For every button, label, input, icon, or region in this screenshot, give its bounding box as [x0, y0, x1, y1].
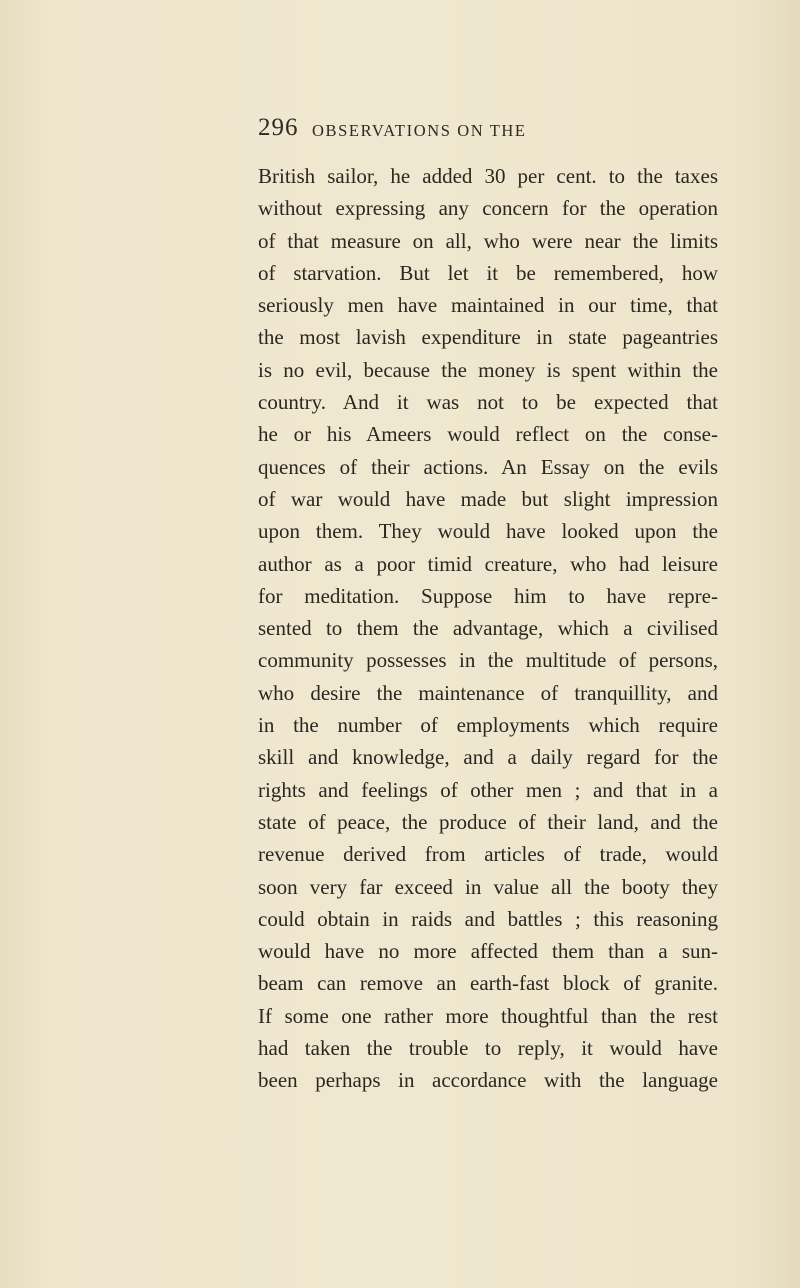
page-number: 296	[258, 114, 299, 141]
text-line: had taken the trouble to reply, it would have	[258, 1036, 718, 1061]
text-line: he or his Ameers would reflect on the conse-	[258, 422, 718, 447]
text-line: who desire the maintenance of tranquillity, and	[258, 680, 718, 705]
text-line: country. And it was not to be expected that	[258, 390, 718, 415]
text-line: If some one rather more thoughtful than the rest	[258, 1003, 718, 1028]
text-line: the most lavish expenditure in state pageantries	[258, 325, 718, 350]
running-head: OBSERVATIONS ON THE	[312, 121, 527, 140]
text-line: of war would have made but slight impression	[258, 486, 718, 511]
text-line: state of peace, the produce of their land, and the	[258, 809, 718, 834]
body-text	[258, 160, 718, 1097]
text-line: revenue derived from articles of trade, would	[258, 842, 718, 867]
text-line: community possesses in the multitude of persons,	[258, 648, 718, 673]
page-header	[258, 114, 718, 144]
text-line: in the number of employments which require	[258, 713, 718, 738]
text-line: without expressing any concern for the operation	[258, 196, 718, 221]
text-line: of starvation. But let it be remembered, how	[258, 260, 718, 285]
text-line: been perhaps in accordance with the language	[258, 1068, 718, 1093]
text-line: author as a poor timid creature, who had leisure	[258, 551, 718, 576]
text-line: is no evil, because the money is spent within the	[258, 357, 718, 382]
text-line: beam can remove an earth-fast block of granite.	[258, 971, 718, 996]
text-line: skill and knowledge, and a daily regard for the	[258, 745, 718, 770]
text-line: seriously men have maintained in our time, that	[258, 293, 718, 318]
text-line: would have no more affected them than a sun-	[258, 939, 718, 964]
text-line: could obtain in raids and battles ; this reasoning	[258, 906, 718, 931]
text-line: upon them. They would have looked upon the	[258, 519, 718, 544]
text-line: quences of their actions. An Essay on the evils	[258, 454, 718, 479]
text-line: of that measure on all, who were near the limits	[258, 228, 718, 253]
text-line: for meditation. Suppose him to have repre-	[258, 583, 718, 608]
text-line: soon very far exceed in value all the booty they	[258, 874, 718, 899]
text-line: rights and feelings of other men ; and that in a	[258, 777, 718, 802]
text-line: British sailor, he added 30 per cent. to the taxes	[258, 164, 718, 188]
text-line: sented to them the advantage, which a civilised	[258, 616, 718, 641]
